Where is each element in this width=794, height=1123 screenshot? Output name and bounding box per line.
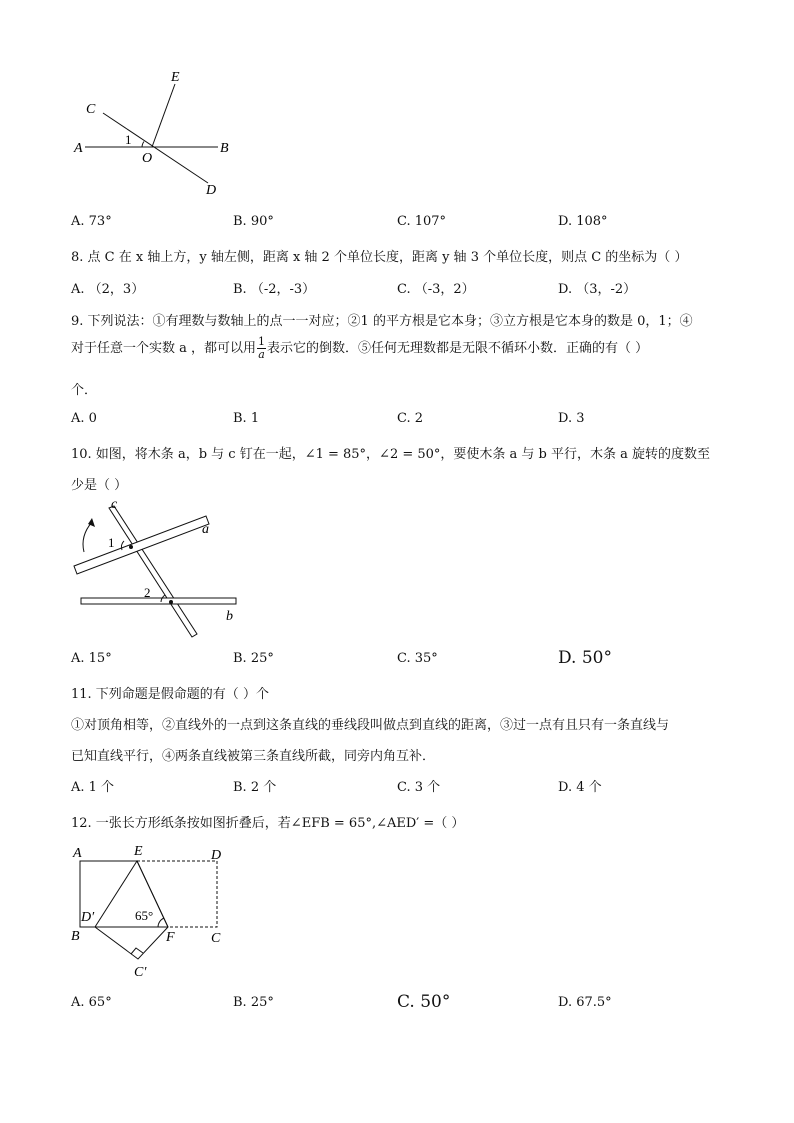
label-angle-65: 65° bbox=[135, 908, 154, 923]
label-e: E bbox=[134, 844, 143, 859]
label-c: C bbox=[86, 102, 96, 117]
q11-option-a[interactable]: A. 1 个 bbox=[71, 780, 115, 795]
q7-option-d[interactable]: D. 108° bbox=[558, 214, 608, 229]
q12-option-c[interactable]: C. 50° bbox=[397, 992, 451, 1012]
q10-stem-line2: 少是（ ） bbox=[71, 478, 128, 493]
fraction-numerator: 1 bbox=[258, 335, 266, 348]
label-1: 1 bbox=[108, 535, 115, 550]
q7-option-b[interactable]: B. 90° bbox=[233, 214, 274, 229]
q12-stem: 12. 一张长方形纸条按如图折叠后，若∠EFB = 65°,∠AED′ =（ ） bbox=[71, 816, 465, 831]
q11-stem-line2: ①对顶角相等，②直线外的一点到这条直线的垂线段叫做点到直线的距离，③过一点有且只有一条直线与 bbox=[71, 718, 670, 733]
q8-option-a[interactable]: A. （2，3） bbox=[71, 282, 145, 297]
label-f: F bbox=[166, 930, 175, 945]
label-1: 1 bbox=[125, 132, 132, 147]
label-d-prime: D′ bbox=[81, 910, 95, 925]
label-2: 2 bbox=[144, 585, 151, 600]
q10-option-d[interactable]: D. 50° bbox=[558, 648, 612, 668]
label-b: B bbox=[71, 929, 80, 944]
stick-b bbox=[81, 598, 236, 604]
q9-stem-line3: 个． bbox=[71, 383, 98, 398]
angle-1-arc bbox=[142, 142, 144, 148]
q11-option-c[interactable]: C. 3 个 bbox=[397, 780, 441, 795]
q9-option-b[interactable]: B. 1 bbox=[233, 411, 260, 426]
label-o: O bbox=[142, 151, 153, 166]
q11-stem-line3: 已知直线平行，④两条直线被第三条直线所截，同旁内角互补． bbox=[71, 749, 436, 764]
q8-option-b[interactable]: B. （-2，-3） bbox=[233, 282, 316, 297]
q10-option-c[interactable]: C. 35° bbox=[397, 651, 438, 666]
q7-option-c[interactable]: C. 107° bbox=[397, 214, 447, 229]
q7-figure bbox=[70, 66, 240, 198]
q9-stem-line1: 9. 下列说法：①有理数与数轴上的点一一对应；②1 的平方根是它本身；③立方根是它本身的数是 0，1；④ bbox=[71, 314, 693, 329]
q12-figure bbox=[68, 840, 238, 985]
q9-option-d[interactable]: D. 3 bbox=[558, 411, 585, 426]
label-c-prime: C′ bbox=[134, 965, 147, 980]
label-c: C bbox=[211, 931, 221, 946]
q10-option-a[interactable]: A. 15° bbox=[71, 651, 112, 666]
nail-2 bbox=[169, 600, 173, 604]
q12-option-d[interactable]: D. 67.5° bbox=[558, 995, 612, 1010]
q11-option-d[interactable]: D. 4 个 bbox=[558, 780, 602, 795]
q12-option-b[interactable]: B. 25° bbox=[233, 995, 274, 1010]
label-a: a bbox=[202, 522, 209, 537]
ray-oe bbox=[152, 84, 175, 147]
q8-option-c[interactable]: C. （-3，2） bbox=[397, 282, 475, 297]
stick-a bbox=[74, 516, 209, 574]
angle-65-arc bbox=[158, 918, 164, 927]
q11-option-b[interactable]: B. 2 个 bbox=[233, 780, 277, 795]
label-b: B bbox=[220, 141, 229, 156]
label-e: E bbox=[171, 70, 180, 85]
folded-part bbox=[95, 861, 168, 959]
q8-stem: 8. 点 C 在 x 轴上方，y 轴左侧，距离 x 轴 2 个单位长度，距离 y 轴 3 个单位长度，则点 C 的坐标为（ ） bbox=[71, 250, 688, 265]
fraction-denominator: a bbox=[258, 348, 265, 361]
q9-stem-line2 bbox=[71, 336, 648, 362]
label-d: D bbox=[206, 183, 217, 198]
q9-option-c[interactable]: C. 2 bbox=[397, 411, 424, 426]
label-b: b bbox=[226, 609, 233, 624]
q9-stem-line2-b: 表示它的倒数．⑤任何无理数都是无限不循环小数．正确的有（ ） bbox=[267, 341, 649, 356]
label-a: A bbox=[73, 846, 82, 861]
fraction-1-over-a bbox=[257, 336, 266, 361]
q11-stem-line1: 11. 下列命题是假命题的有（ ）个 bbox=[71, 687, 269, 702]
q9-option-a[interactable]: A. 0 bbox=[71, 411, 97, 426]
label-d: D bbox=[211, 848, 222, 863]
q10-figure bbox=[66, 496, 246, 646]
nail-1 bbox=[129, 545, 133, 549]
q7-option-a[interactable]: A. 73° bbox=[71, 214, 112, 229]
label-a: A bbox=[74, 141, 83, 156]
label-c: c bbox=[111, 497, 118, 512]
q9-stem-line2-a: 对于任意一个实数 a ，都可以用 bbox=[71, 341, 257, 356]
line-cd bbox=[103, 113, 208, 183]
rotation-arrow-icon bbox=[83, 522, 92, 552]
right-angle-mark-icon bbox=[131, 948, 143, 954]
q8-option-d[interactable]: D. （3，-2） bbox=[558, 282, 637, 297]
q10-stem-line1: 10. 如图，将木条 a，b 与 c 钉在一起，∠1 = 85°，∠2 = 50°，要使木条 a 与 b 平行，木条 a 旋转的度数至 bbox=[71, 447, 711, 462]
q10-option-b[interactable]: B. 25° bbox=[233, 651, 274, 666]
q12-option-a[interactable]: A. 65° bbox=[71, 995, 112, 1010]
